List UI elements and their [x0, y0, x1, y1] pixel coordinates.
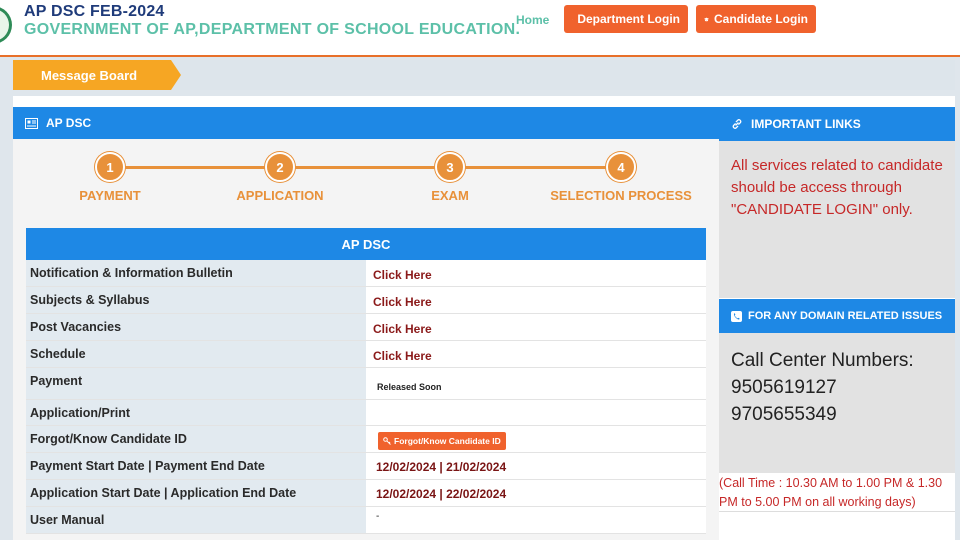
call-center-title: Call Center Numbers: — [731, 350, 914, 371]
table-row — [26, 341, 706, 368]
row-value-cell — [366, 400, 706, 425]
department-login-label: Department Login — [577, 12, 680, 26]
phone-icon — [731, 311, 742, 322]
table-row — [26, 507, 706, 534]
syllabus-link[interactable]: Click Here — [373, 295, 432, 309]
row-value-cell — [366, 507, 706, 533]
govt-emblem-logo — [0, 6, 12, 44]
row-label: User Manual — [26, 507, 366, 533]
domain-issues-title: FOR ANY DOMAIN RELATED ISSUES — [748, 310, 943, 322]
row-label: Forgot/Know Candidate ID — [26, 426, 366, 452]
phone-number-1: 9505619127 — [731, 377, 837, 398]
info-table — [26, 260, 706, 534]
step-4-label: SELECTION PROCESS — [550, 188, 692, 203]
forgot-candidate-id-button[interactable] — [378, 432, 506, 450]
forgot-candidate-id-label: Forgot/Know Candidate ID — [394, 436, 501, 446]
table-row — [26, 453, 706, 480]
site-subtitle: GOVERNMENT OF AP,DEPARTMENT OF SCHOOL EDUCATION. — [24, 21, 521, 38]
row-value-cell — [366, 260, 706, 286]
right-panel-divider — [719, 511, 955, 512]
row-label: Schedule — [26, 341, 366, 367]
row-label: Notification & Information Bulletin — [26, 260, 366, 286]
candidate-login-button[interactable] — [696, 5, 816, 33]
row-value-cell — [366, 368, 706, 399]
row-label: Payment — [26, 368, 366, 399]
site-header — [0, 0, 960, 57]
notification-link[interactable]: Click Here — [373, 268, 432, 282]
link-icon — [731, 118, 743, 130]
user-manual-value: - — [376, 511, 380, 522]
step-2-label: APPLICATION — [236, 188, 324, 203]
table-row — [26, 314, 706, 341]
schedule-link[interactable]: Click Here — [373, 349, 432, 363]
important-links-header — [719, 107, 955, 141]
message-board-tab: Message Board — [13, 60, 171, 90]
row-value-cell — [366, 453, 706, 479]
row-label: Application Start Date | Application End Date — [26, 480, 366, 506]
payment-dates: 12/02/2024 | 21/02/2024 — [376, 460, 507, 474]
call-time-note: (Call Time : 10.30 AM to 1.00 PM & 1.30 PM to 5.00 PM on all working days) — [719, 476, 943, 509]
row-value-cell — [366, 287, 706, 313]
payment-status: Released Soon — [377, 382, 442, 392]
step-2-circle: 2 — [265, 152, 295, 182]
table-row — [26, 480, 706, 507]
candidate-login-label: Candidate Login — [714, 12, 808, 26]
call-center-body — [719, 333, 955, 473]
row-value-cell — [366, 480, 706, 506]
table-row — [26, 260, 706, 287]
table-title: AP DSC — [26, 228, 706, 260]
row-label: Subjects & Syllabus — [26, 287, 366, 313]
left-panel-header — [13, 107, 719, 139]
row-label: Application/Print — [26, 400, 366, 425]
site-title: AP DSC FEB-2024 — [24, 3, 165, 20]
vacancies-link[interactable]: Click Here — [373, 322, 432, 336]
important-links-title: IMPORTANT LINKS — [751, 117, 861, 131]
progress-steps-line — [110, 166, 634, 169]
row-label: Payment Start Date | Payment End Date — [26, 453, 366, 479]
step-1-label: PAYMENT — [79, 188, 141, 203]
row-value-cell — [366, 341, 706, 367]
step-3-label: EXAM — [431, 188, 469, 203]
row-label: Post Vacancies — [26, 314, 366, 340]
newspaper-icon — [25, 118, 38, 129]
row-value-cell — [366, 314, 706, 340]
table-row — [26, 426, 706, 453]
table-row — [26, 368, 706, 400]
message-board — [13, 60, 955, 90]
graduation-cap-icon — [704, 14, 709, 25]
message-board-arrow — [171, 60, 181, 90]
nav-home-link[interactable]: Home — [516, 13, 550, 27]
domain-issues-header — [719, 299, 955, 333]
table-row — [26, 400, 706, 426]
key-icon — [383, 437, 391, 445]
step-3-circle: 3 — [435, 152, 465, 182]
row-value-cell — [366, 426, 706, 452]
important-links-text: All services related to candidate should be access through "CANDIDATE LOGIN" only. — [731, 157, 943, 218]
step-1-circle: 1 — [95, 152, 125, 182]
application-dates: 12/02/2024 | 22/02/2024 — [376, 487, 507, 501]
table-row — [26, 287, 706, 314]
important-links-body — [719, 141, 955, 298]
left-panel-title: AP DSC — [46, 116, 92, 130]
phone-number-2: 9705655349 — [731, 404, 837, 425]
step-4-circle: 4 — [606, 152, 636, 182]
department-login-button[interactable] — [564, 5, 688, 33]
